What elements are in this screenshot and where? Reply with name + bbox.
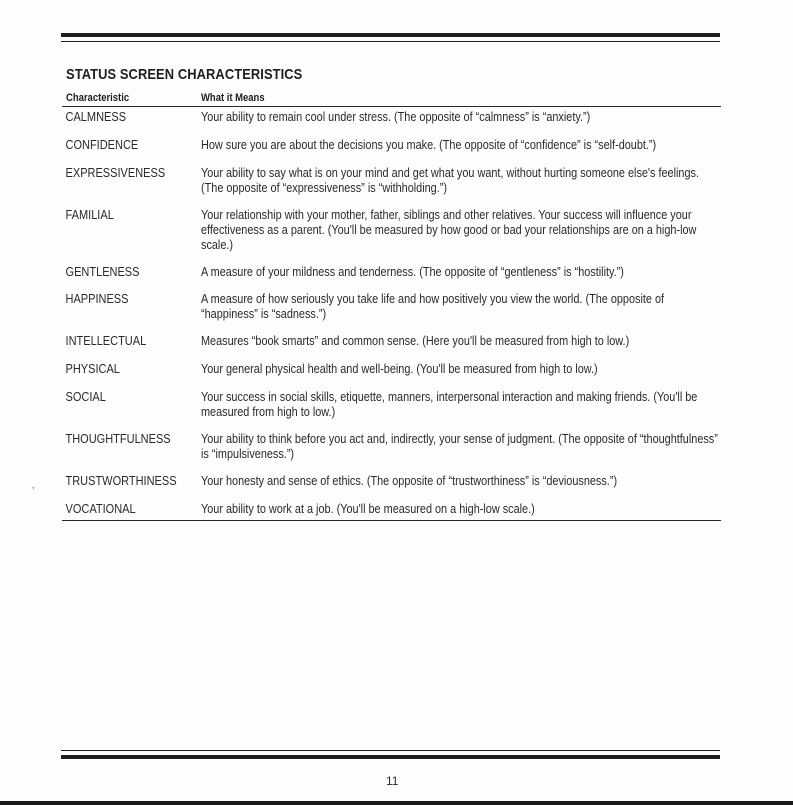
table-row [62, 432, 721, 462]
characteristic-name: INTELLECTUAL [65, 334, 147, 348]
characteristic-meaning: Your ability to say what is on your mind and get what you want, without hurting someone else's feelings. (The opposite of “expressiveness” is “withholding.”) [201, 166, 699, 195]
characteristic-name: HAPPINESS [65, 292, 129, 306]
page-title: STATUS SCREEN CHARACTERISTICS [66, 66, 303, 83]
characteristic-meaning: Your honesty and sense of ethics. (The opposite of “trustworthiness” is “deviousness.”) [201, 474, 618, 488]
bottom-thick-rule [61, 755, 720, 759]
characteristic-name: EXPRESSIVENESS [65, 166, 166, 180]
table-row [62, 390, 721, 420]
characteristics-table [62, 90, 721, 517]
characteristic-name: CALMNESS [65, 110, 127, 124]
characteristic-meaning: Your general physical health and well-being. (You'll be measured from high to low.) [201, 362, 598, 376]
column-header-characteristic: Characteristic [66, 92, 130, 104]
top-thin-rule [61, 41, 720, 42]
table-header [62, 90, 721, 107]
characteristic-name: SOCIAL [65, 390, 106, 404]
column-header-meaning: What it Means [201, 92, 265, 104]
characteristic-meaning: Your ability to remain cool under stress. (The opposite of “calmness” is “anxiety.”) [201, 110, 591, 124]
table-row [62, 166, 721, 196]
bottom-thin-rule [61, 750, 720, 751]
characteristic-meaning: Your ability to work at a job. (You'll be measured on a high-low scale.) [201, 502, 535, 516]
table-row [62, 138, 721, 153]
characteristic-meaning: Your relationship with your mother, father, siblings and other relatives. Your success will influence your effectiveness as a parent. (You'll be measured by how good or bad your relationships are on a high-low scale.) [201, 208, 697, 252]
characteristic-meaning: A measure of how seriously you take life and how positively you view the world. (The opposite of “happiness” is “sadness.”) [201, 292, 665, 321]
page-number: 11 [386, 774, 399, 788]
table-row [62, 362, 721, 377]
characteristic-meaning: How sure you are about the decisions you make. (The opposite of “confidence” is “self-doubt.”) [201, 138, 657, 152]
characteristic-name: FAMILIAL [65, 208, 114, 222]
characteristic-name: TRUSTWORTHINESS [65, 474, 177, 488]
table-row [62, 265, 721, 280]
table-row [62, 292, 721, 322]
table-row [62, 208, 721, 253]
characteristic-name: VOCATIONAL [65, 502, 136, 516]
table-row [62, 334, 721, 349]
characteristic-name: THOUGHTFULNESS [65, 432, 171, 446]
top-thick-rule [61, 33, 720, 37]
table-bottom-rule [62, 520, 721, 521]
characteristic-meaning: A measure of your mildness and tenderness. (The opposite of “gentleness” is “hostility.”) [201, 265, 624, 279]
scan-edge [0, 801, 793, 805]
characteristic-name: CONFIDENCE [65, 138, 139, 152]
characteristic-meaning: Your success in social skills, etiquette, manners, interpersonal interaction and making friends. (You'll be measured from high to low.) [201, 390, 698, 419]
characteristic-meaning: Measures “book smarts” and common sense. (Here you'll be measured from high to low.) [201, 334, 630, 348]
characteristic-name: PHYSICAL [65, 362, 120, 376]
table-row [62, 110, 721, 125]
characteristic-name: GENTLENESS [65, 265, 140, 279]
table-row [62, 474, 721, 489]
table-row [62, 502, 721, 517]
characteristic-meaning: Your ability to think before you act and, indirectly, your sense of judgment. (The opposite of “thoughtfulness” is “impulsiveness.”) [201, 432, 718, 461]
scan-speck: ’ [32, 486, 35, 497]
